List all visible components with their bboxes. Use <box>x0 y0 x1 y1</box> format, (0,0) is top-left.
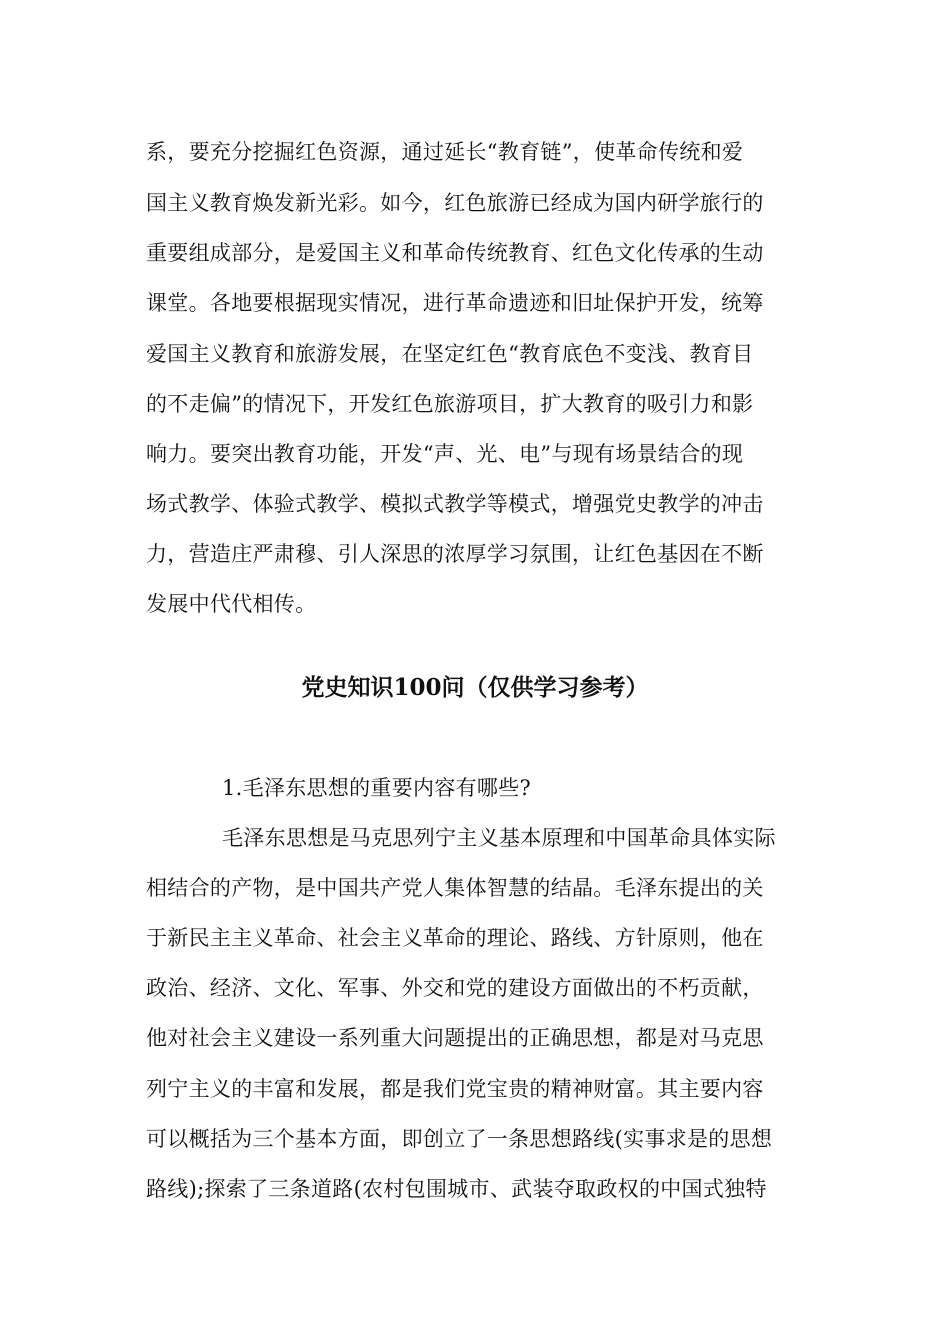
answer-line: 毛泽东思想是马克思列宁主义基本原理和中国革命具体实际 <box>222 826 776 850</box>
paragraph-line: 国主义教育焕发新光彩。如今，红色旅游已经成为国内研学旅行的 <box>146 191 764 215</box>
answer-line: 于新民主主义革命、社会主义革命的理论、路线、方针原则，他在 <box>146 926 764 950</box>
answer-line: 列宁主义的丰富和发展，都是我们党宝贵的精神财富。其主要内容 <box>146 1077 764 1101</box>
paragraph-line: 课堂。各地要根据现实情况，进行革命遗迹和旧址保护开发，统筹 <box>146 291 764 315</box>
paragraph-line: 发展中代代相传。 <box>146 592 317 616</box>
answer-line: 可以概括为三个基本方面，即创立了一条思想路线(实事求是的思想 <box>146 1127 773 1151</box>
answer-line: 政治、经济、文化、军事、外交和党的建设方面做出的不朽贡献， <box>146 976 764 1000</box>
answer-line: 相结合的产物，是中国共产党人集体智慧的结晶。毛泽东提出的关 <box>146 876 764 900</box>
paragraph-line: 场式教学、体验式教学、模拟式教学等模式，增强党史教学的冲击 <box>146 492 764 516</box>
answer-line: 他对社会主义建设一系列重大问题提出的正确思想，都是对马克思 <box>146 1026 764 1050</box>
paragraph-line: 力，营造庄严肃穆、引人深思的浓厚学习氛围，让红色基因在不断 <box>146 542 764 566</box>
paragraph-line: 的不走偏”的情况下，开发红色旅游项目，扩大教育的吸引力和影 <box>146 392 754 416</box>
paragraph-line: 爱国主义教育和旅游发展，在坚定红色“教育底色不变浅、教育目 <box>146 342 754 366</box>
section-title: 党史知识100问（仅供学习参考） <box>301 674 649 701</box>
question-heading: 1.毛泽东思想的重要内容有哪些? <box>222 776 532 800</box>
paragraph-line: 响力。要突出教育功能，开发“声、光、电”与现有场景结合的现 <box>146 442 744 466</box>
paragraph-line: 重要组成部分，是爱国主义和革命传统教育、红色文化传承的生动 <box>146 241 764 265</box>
answer-line: 路线);探索了三条道路(农村包围城市、武装夺取政权的中国式独特 <box>146 1177 767 1201</box>
paragraph-line: 系，要充分挖掘红色资源，通过延长“教育链”，使革命传统和爱 <box>146 140 744 164</box>
